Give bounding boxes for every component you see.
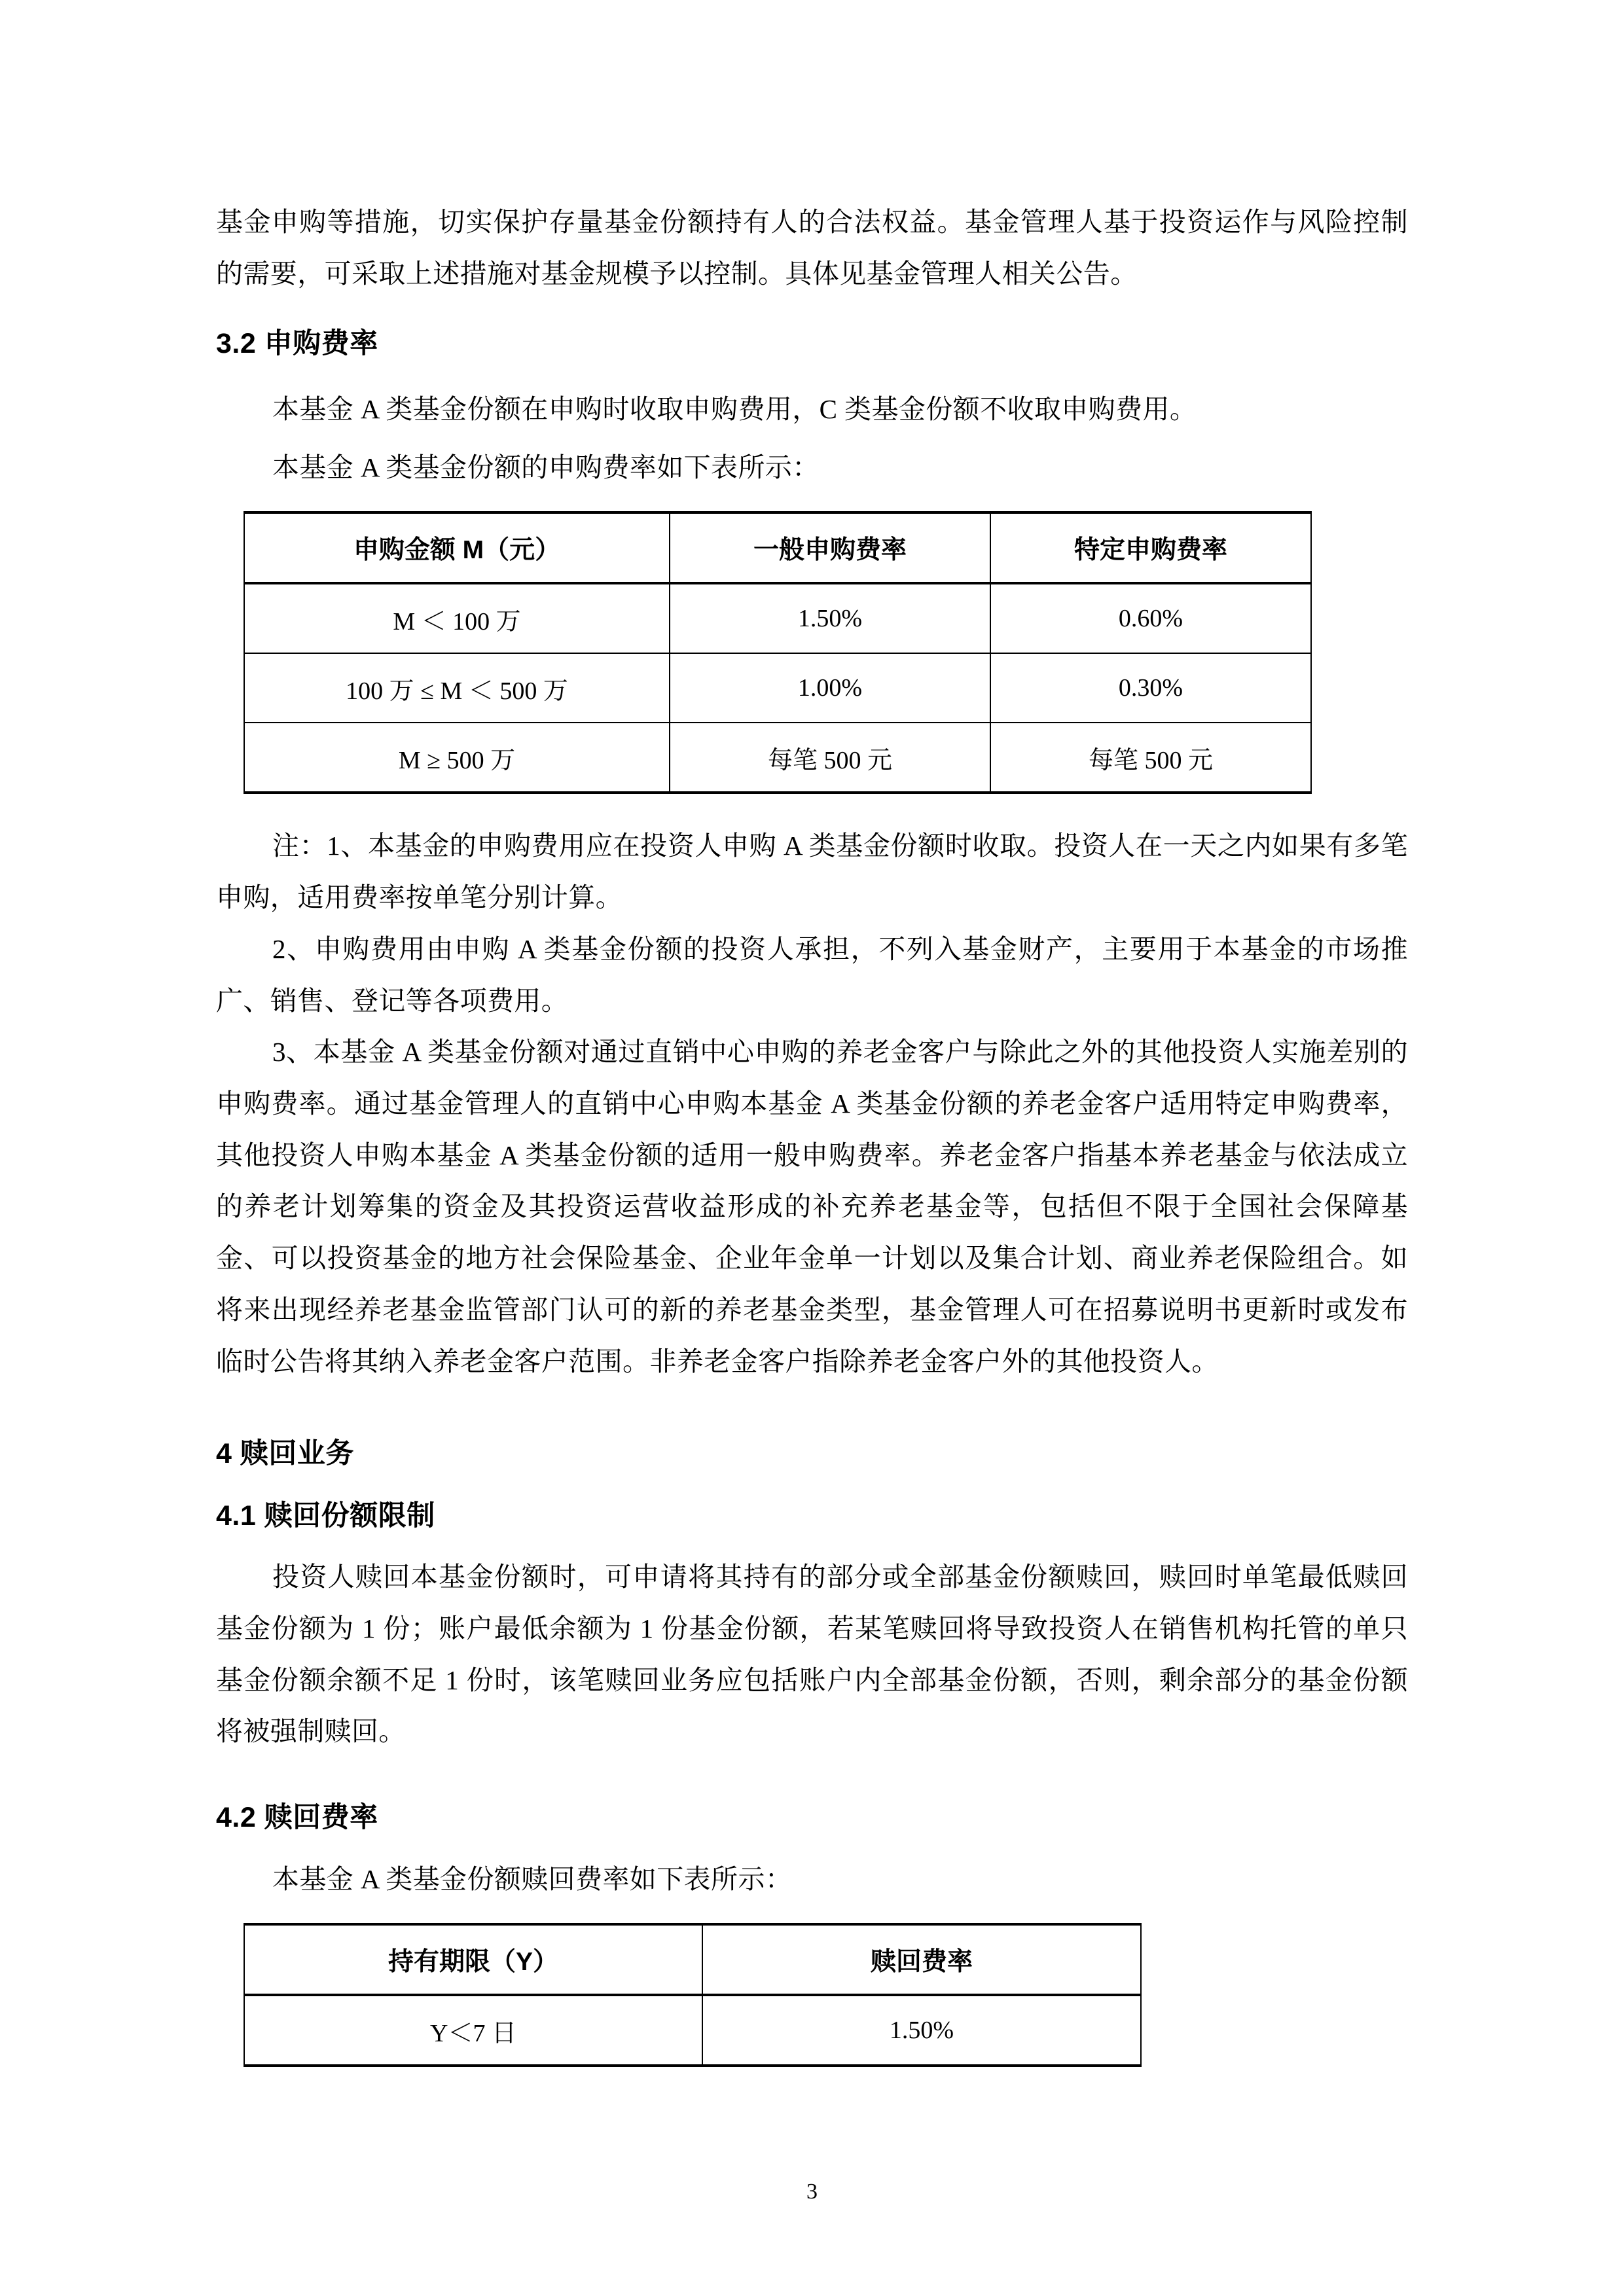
cell-general-rate: 1.50% [670,583,990,653]
section-3-2-lead-2: 本基金 A 类基金份额的申购费率如下表所示： [272,452,820,482]
cell-amount: M ＜ 100 万 [244,583,670,653]
cell-amount: 100 万 ≤ M ＜ 500 万 [244,653,670,723]
column-header-special-rate: 特定申购费率 [990,512,1311,583]
cell-special-rate: 0.60% [990,583,1311,653]
cell-redemption-rate: 1.50% [702,1995,1141,2066]
intro-paragraph: 基金申购等措施，切实保护存量基金份额持有人的合法权益。基金管理人基于投资运作与风险控制的需要，可采取上述措施对基金规模予以控制。具体见基金管理人相关公告。 [216,207,1408,289]
cell-general-rate: 1.00% [670,653,990,723]
section-4-1-paragraph: 投资人赎回本基金份额时，可申请将其持有的部分或全部基金份额赎回，赎回时单笔最低赎回基金份额为 1 份；账户最低余额为 1 份基金份额，若某笔赎回将导致投资人在销售机构托管的单只基金份额余额不足 1 份时，该笔赎回业务应包括账户内全部基金份额，否则，剩余部分的基金份额将被强制赎回。 [216,1562,1408,1747]
heading-section-4-1: 4.1 赎回份额限制 [216,1499,435,1532]
column-header-holding-period: 持有期限（Y） [244,1924,702,1995]
heading-section-4-2: 4.2 赎回费率 [216,1802,378,1834]
section-3-2-lead-1: 本基金 A 类基金份额在申购时收取申购费用，C 类基金份额不收取申购费用。 [272,393,1197,424]
table-header-row [244,512,1311,583]
cell-holding-period: Y＜7 日 [244,1995,702,2066]
purchase-fee-notes [216,820,1408,1387]
column-header-amount: 申购金额 M（元） [244,512,670,583]
page-number: 3 [806,2179,818,2204]
purchase-fee-table [244,511,1312,794]
note-item-1: 注：1、本基金的申购费用应在投资人申购 A 类基金份额时收取。投资人在一天之内如果有多笔申购，适用费率按单笔分别计算。 [216,831,1408,913]
table-header-row [244,1924,1141,1995]
section-4-2-lead-1: 本基金 A 类基金份额赎回费率如下表所示： [272,1863,793,1894]
heading-section-4: 4 赎回业务 [216,1438,354,1470]
column-header-general-rate: 一般申购费率 [670,512,990,583]
table-row [244,723,1311,793]
table-row [244,653,1311,723]
redemption-fee-table [244,1923,1142,2067]
cell-special-rate: 0.30% [990,653,1311,723]
note-item-3: 3、本基金 A 类基金份额对通过直销中心申购的养老金客户与除此之外的其他投资人实施差别的申购费率。通过基金管理人的直销中心申购本基金 A 类基金份额的养老金客户适用特定申购费率，其他投资人申购本基金 A 类基金份额的适用一般申购费率。养老金客户指基本养老基金与依法成立的养老计划筹集的资金及其投资运营收益形成的补充养老基金等，包括但不限于全国社会保障基金、可以投资基金的地方社会保险基金、企业年金单一计划以及集合计划、商业养老保险组合。如将来出现经养老基金监管部门认可的新的养老基金类型，基金管理人可在招募说明书更新时或发布临时公告将其纳入养老金客户范围。非养老金客户指除养老金客户外的其他投资人。 [216,1037,1408,1376]
cell-special-rate: 每笔 500 元 [990,723,1311,793]
cell-amount: M ≥ 500 万 [244,723,670,793]
table-row [244,1995,1141,2066]
table-row [244,583,1311,653]
note-item-2: 2、申购费用由申购 A 类基金份额的投资人承担，不列入基金财产，主要用于本基金的市场推广、销售、登记等各项费用。 [216,933,1408,1016]
cell-general-rate: 每笔 500 元 [670,723,990,793]
heading-section-3-2: 3.2 申购费率 [216,328,378,360]
column-header-redemption-rate: 赎回费率 [702,1924,1141,1995]
